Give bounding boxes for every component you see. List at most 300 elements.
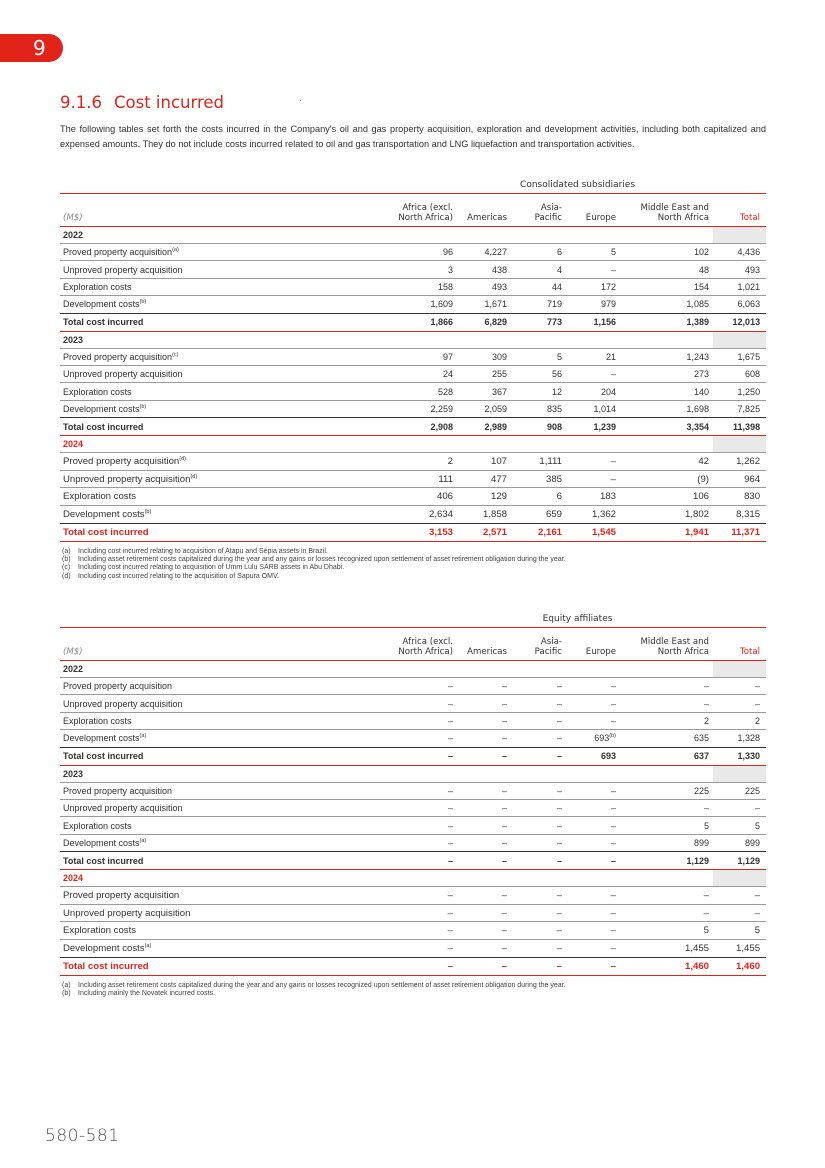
table-row	[60, 817, 766, 834]
intro-paragraph: The following tables set forth the costs incurred in the Company's oil and gas property acquisition, exploration and development activities, including both capitalized and expensed amounts. They do not include costs incurred related to oil and gas transportation and LNG liquefaction and transportation activities.	[60, 124, 766, 149]
year-row-cell	[511, 436, 566, 453]
value-text: –	[556, 733, 562, 744]
value-cell	[386, 348, 457, 365]
value-text: 1,328	[737, 733, 761, 744]
value-text: –	[610, 837, 616, 848]
col-total: Total	[740, 213, 761, 223]
chapter-tab: 9	[0, 34, 63, 62]
value-cell	[566, 296, 620, 313]
value-text: 225	[693, 785, 709, 796]
value-cell	[566, 365, 620, 382]
footnote-ref: (a)	[172, 247, 179, 254]
table-row	[60, 834, 766, 851]
value-text: 5	[703, 925, 709, 937]
footnote-ref: (d)	[179, 455, 186, 462]
unit-label: (M$)	[63, 213, 83, 223]
table-row	[60, 922, 766, 940]
value-text: 4,227	[484, 247, 507, 258]
value-cell	[566, 348, 620, 365]
footnote-text: Including cost incurred relating to acquisition of Atapu and Sépia assets in Brazil.	[78, 548, 328, 555]
footnote-mark: (b)	[62, 990, 71, 998]
row-label	[60, 244, 386, 261]
value-cell	[620, 799, 713, 816]
year-row-cell	[566, 765, 620, 782]
value-text: –	[501, 698, 507, 709]
value-cell	[713, 834, 766, 851]
row-label-text: Proved property acquisition	[63, 889, 180, 901]
value-cell	[620, 383, 713, 400]
value-cell	[511, 678, 566, 695]
value-text: –	[447, 785, 453, 796]
value-text: –	[501, 803, 507, 814]
table-row	[60, 453, 766, 471]
table-row	[60, 904, 766, 922]
value-cell	[713, 400, 766, 417]
value-text: –	[447, 889, 453, 901]
value-text: 693	[594, 733, 610, 744]
total-value: 1,156	[566, 313, 620, 331]
value-cell	[457, 817, 511, 834]
total-value: –	[386, 852, 457, 870]
value-text: 5	[754, 925, 761, 937]
value-cell	[713, 799, 766, 816]
value-text: –	[501, 942, 507, 954]
value-cell	[713, 922, 766, 940]
value-cell	[566, 834, 620, 851]
row-label	[60, 782, 386, 799]
col-africa: Africa (excl. North Africa)	[398, 637, 453, 657]
value-text: –	[501, 715, 507, 726]
value-text: 21	[605, 351, 616, 362]
value-text: –	[501, 925, 507, 937]
value-cell	[566, 904, 620, 922]
total-value: 1,239	[566, 418, 620, 436]
table-row	[60, 244, 766, 261]
value-text: –	[501, 907, 507, 919]
row-label	[60, 278, 386, 295]
value-text: 1,243	[686, 351, 709, 362]
value-cell	[511, 278, 566, 295]
value-text: 111	[438, 473, 453, 485]
value-text: 172	[600, 281, 616, 292]
value-text: 2,259	[430, 403, 453, 414]
year-row-cell	[457, 765, 511, 782]
year-row-cell	[511, 227, 566, 244]
value-cell	[511, 887, 566, 905]
value-text: –	[447, 698, 453, 709]
value-text: 1,085	[686, 299, 709, 310]
table-row	[60, 470, 766, 488]
value-cell	[566, 887, 620, 905]
value-text: 1,455	[684, 942, 709, 954]
value-cell	[620, 922, 713, 940]
value-cell	[386, 261, 457, 278]
row-label-text: Exploration costs	[63, 820, 132, 831]
consolidated-subsidiaries-table	[60, 176, 766, 542]
value-text: 1,698	[686, 403, 709, 414]
total-value: –	[511, 852, 566, 870]
value-cell	[620, 470, 713, 488]
total-value: 6,829	[457, 313, 511, 331]
value-text: 48	[698, 264, 709, 275]
table-row	[60, 712, 766, 729]
value-text: –	[610, 820, 616, 831]
value-text: –	[610, 925, 616, 937]
value-cell	[511, 488, 566, 506]
footnote	[62, 564, 566, 572]
total-label: Total cost incurred	[60, 418, 386, 436]
value-text: –	[610, 681, 616, 692]
value-text: 102	[693, 247, 709, 258]
row-label-text: Unproved property acquisition	[63, 264, 183, 275]
total-value: –	[386, 957, 457, 975]
value-cell	[566, 939, 620, 957]
value-text: –	[755, 681, 761, 692]
value-text: –	[610, 369, 616, 380]
col-americas: Americas	[467, 647, 507, 657]
value-text: –	[610, 942, 616, 954]
row-label	[60, 470, 386, 488]
col-europe: Europe	[585, 647, 616, 657]
total-value: 2,908	[386, 418, 457, 436]
value-cell	[713, 782, 766, 799]
total-label: Total cost incurred	[60, 957, 386, 975]
footnote	[62, 556, 566, 564]
value-cell	[511, 365, 566, 382]
table-row	[60, 799, 766, 816]
value-cell	[620, 505, 713, 523]
value-text: –	[447, 837, 453, 848]
total-value: 1,460	[713, 957, 766, 975]
value-text: 5	[556, 351, 562, 362]
value-text: 979	[600, 299, 616, 310]
value-cell	[620, 400, 713, 417]
year-row-cell	[713, 436, 766, 453]
section-title	[60, 93, 224, 112]
total-row	[60, 418, 766, 436]
value-text: –	[447, 715, 453, 726]
value-text: 97	[442, 351, 453, 362]
value-text: 273	[693, 369, 709, 380]
value-text: –	[610, 803, 616, 814]
value-cell	[566, 817, 620, 834]
value-cell	[457, 695, 511, 712]
value-text: 4	[556, 264, 562, 275]
row-label-text: Development costs	[63, 837, 140, 848]
consolidated-footnotes	[62, 548, 566, 581]
table-row	[60, 365, 766, 382]
value-cell	[386, 817, 457, 834]
value-text: –	[703, 889, 709, 901]
value-text: –	[703, 907, 709, 919]
row-label	[60, 296, 386, 313]
value-cell	[386, 400, 457, 417]
col-americas: Americas	[467, 213, 507, 223]
value-text: 493	[745, 264, 761, 275]
value-text: 6	[556, 247, 562, 258]
value-text: –	[556, 942, 562, 954]
value-text: 1,111	[539, 455, 562, 467]
value-cell	[566, 400, 620, 417]
col-middle-east: Middle East and North Africa	[640, 637, 709, 657]
value-text: 2	[703, 715, 709, 726]
footnote-text: Including asset retirement costs capitalized during the year and any gains or losses recognized upon settlement of asset retirement obligation during the year.	[78, 556, 566, 564]
value-text: –	[556, 820, 562, 831]
value-text: 5	[703, 820, 709, 831]
value-text: 2	[755, 715, 761, 726]
value-cell	[457, 712, 511, 729]
table-spacer	[60, 176, 386, 194]
value-cell	[620, 488, 713, 506]
year-row-cell	[713, 765, 766, 782]
table-row	[60, 296, 766, 313]
total-value: –	[511, 957, 566, 975]
value-cell	[386, 470, 457, 488]
value-text: –	[556, 907, 562, 919]
value-text: 5	[610, 247, 616, 258]
equity-affiliates-table	[60, 610, 766, 976]
value-cell	[713, 939, 766, 957]
value-cell	[511, 453, 566, 471]
value-cell	[457, 278, 511, 295]
value-text: –	[610, 715, 616, 726]
value-cell	[713, 296, 766, 313]
total-value: –	[457, 747, 511, 765]
value-text: 107	[490, 455, 507, 467]
row-label-text: Proved property acquisition	[63, 681, 173, 692]
value-text: –	[610, 698, 616, 709]
footnote-ref: (b)	[139, 299, 147, 306]
value-text: –	[447, 907, 453, 919]
footnote-text: Including cost incurred relating to the acquisition of Sapura OMV.	[78, 572, 279, 580]
year-label: 2024	[60, 870, 386, 887]
footnote	[62, 573, 566, 581]
value-text: 2,634	[428, 508, 453, 520]
year-row	[60, 436, 766, 453]
value-text: 1,671	[484, 299, 507, 310]
footnote-mark: (a)	[62, 548, 71, 555]
value-cell	[566, 488, 620, 506]
year-label: 2024	[60, 436, 386, 453]
value-cell	[713, 505, 766, 523]
year-row-cell	[566, 331, 620, 348]
year-row-cell	[713, 661, 766, 678]
total-value: –	[457, 852, 511, 870]
value-text: –	[754, 889, 761, 901]
total-value: 908	[511, 418, 566, 436]
year-row-cell	[386, 870, 457, 887]
year-row-cell	[511, 661, 566, 678]
year-row-cell	[386, 765, 457, 782]
footnote-mark: (d)	[62, 572, 71, 580]
value-cell	[511, 296, 566, 313]
total-value: 1,330	[713, 747, 766, 765]
value-cell	[457, 488, 511, 506]
row-label	[60, 400, 386, 417]
year-row-cell	[386, 331, 457, 348]
total-value: 1,129	[713, 852, 766, 870]
value-cell	[566, 244, 620, 261]
total-value: 11,398	[713, 418, 766, 436]
table-row	[60, 887, 766, 905]
value-text: 183	[599, 491, 616, 503]
value-cell	[713, 695, 766, 712]
value-cell	[457, 296, 511, 313]
total-value: 693	[566, 747, 620, 765]
table-row	[60, 505, 766, 523]
year-row-cell	[620, 227, 713, 244]
value-cell	[457, 505, 511, 523]
value-text: 7,825	[737, 403, 761, 414]
value-cell	[386, 244, 457, 261]
value-cell	[457, 887, 511, 905]
col-asia-pacific: Asia- Pacific	[534, 637, 562, 657]
value-text: 719	[546, 299, 562, 310]
value-cell	[511, 383, 566, 400]
value-text: –	[610, 785, 616, 796]
col-africa: Africa (excl. North Africa)	[398, 203, 453, 223]
year-row-cell	[713, 870, 766, 887]
row-label	[60, 834, 386, 851]
total-value: 11,371	[713, 523, 766, 541]
total-value: 1,941	[620, 523, 713, 541]
year-row-cell	[386, 661, 457, 678]
footnote-ref: (a)	[144, 942, 152, 949]
value-cell	[620, 904, 713, 922]
row-label	[60, 678, 386, 695]
value-text: –	[556, 925, 562, 937]
value-text: –	[610, 473, 616, 485]
value-cell	[620, 244, 713, 261]
row-label	[60, 939, 386, 957]
value-text: –	[610, 889, 616, 901]
value-text: 255	[491, 369, 507, 380]
value-text: 4,436	[737, 247, 761, 258]
total-row	[60, 852, 766, 870]
value-cell	[713, 470, 766, 488]
year-row	[60, 870, 766, 887]
value-cell	[511, 939, 566, 957]
value-text: –	[556, 837, 562, 848]
value-text: –	[501, 785, 507, 796]
year-row-cell	[620, 870, 713, 887]
table-row	[60, 678, 766, 695]
value-cell	[386, 695, 457, 712]
row-label	[60, 488, 386, 506]
value-cell	[713, 383, 766, 400]
row-label-text: Exploration costs	[63, 491, 137, 503]
value-cell	[511, 799, 566, 816]
col-total: Total	[739, 647, 761, 657]
value-cell	[511, 904, 566, 922]
value-text: 12	[551, 386, 562, 397]
year-row-cell	[511, 870, 566, 887]
value-cell	[620, 817, 713, 834]
value-cell	[620, 453, 713, 471]
value-cell	[511, 695, 566, 712]
value-cell	[386, 453, 457, 471]
value-cell	[511, 400, 566, 417]
value-cell	[386, 799, 457, 816]
value-text: 204	[600, 386, 616, 397]
footnote-mark: (b)	[62, 556, 71, 564]
value-cell	[457, 834, 511, 851]
value-cell	[713, 261, 766, 278]
value-text: –	[447, 820, 453, 831]
row-label-text: Development costs	[63, 508, 145, 520]
footnote-ref: (a)	[139, 837, 147, 844]
total-value: 2,989	[457, 418, 511, 436]
year-row-cell	[566, 227, 620, 244]
value-text: 225	[745, 785, 761, 796]
value-cell	[566, 453, 620, 471]
value-cell	[457, 939, 511, 957]
value-text: 1,858	[482, 508, 507, 520]
year-label: 2023	[60, 765, 386, 782]
row-label-text: Exploration costs	[63, 281, 132, 292]
value-cell	[620, 887, 713, 905]
row-label-text: Exploration costs	[63, 386, 132, 397]
value-text: –	[556, 889, 562, 901]
row-label	[60, 505, 386, 523]
value-text: –	[703, 698, 709, 709]
value-text: –	[501, 681, 507, 692]
total-label: Total cost incurred	[60, 313, 386, 331]
unit-label: (M$)	[63, 647, 83, 657]
value-text: 129	[490, 491, 507, 503]
total-value: 2,571	[457, 523, 511, 541]
row-label	[60, 904, 386, 922]
value-cell	[511, 834, 566, 851]
total-value: 3,153	[386, 523, 457, 541]
value-text: –	[556, 803, 562, 814]
value-cell	[457, 348, 511, 365]
year-row-cell	[386, 227, 457, 244]
value-cell	[713, 244, 766, 261]
value-cell	[620, 939, 713, 957]
value-cell	[511, 470, 566, 488]
value-text: –	[703, 681, 709, 692]
year-row-cell	[511, 331, 566, 348]
footnote	[62, 990, 566, 998]
value-cell	[511, 505, 566, 523]
value-cell	[457, 678, 511, 695]
value-text: 1,802	[684, 508, 709, 520]
row-label-text: Proved property acquisition	[63, 247, 173, 258]
value-cell	[713, 453, 766, 471]
year-row-cell	[457, 436, 511, 453]
value-text: 899	[693, 837, 709, 848]
value-text: 899	[745, 837, 761, 848]
value-text: 24	[442, 369, 453, 380]
total-value: –	[566, 852, 620, 870]
value-text: –	[556, 715, 562, 726]
row-label-text: Unproved property acquisition	[63, 698, 183, 709]
total-label: Total cost incurred	[60, 523, 386, 541]
table-row	[60, 348, 766, 365]
year-row	[60, 661, 766, 678]
value-cell	[457, 904, 511, 922]
value-cell	[566, 712, 620, 729]
table-row	[60, 383, 766, 400]
value-text: –	[755, 803, 761, 814]
value-text: –	[610, 264, 616, 275]
value-cell	[457, 383, 511, 400]
total-row	[60, 523, 766, 541]
stray-dot	[300, 100, 301, 101]
row-label	[60, 712, 386, 729]
value-text: 5	[755, 820, 761, 831]
